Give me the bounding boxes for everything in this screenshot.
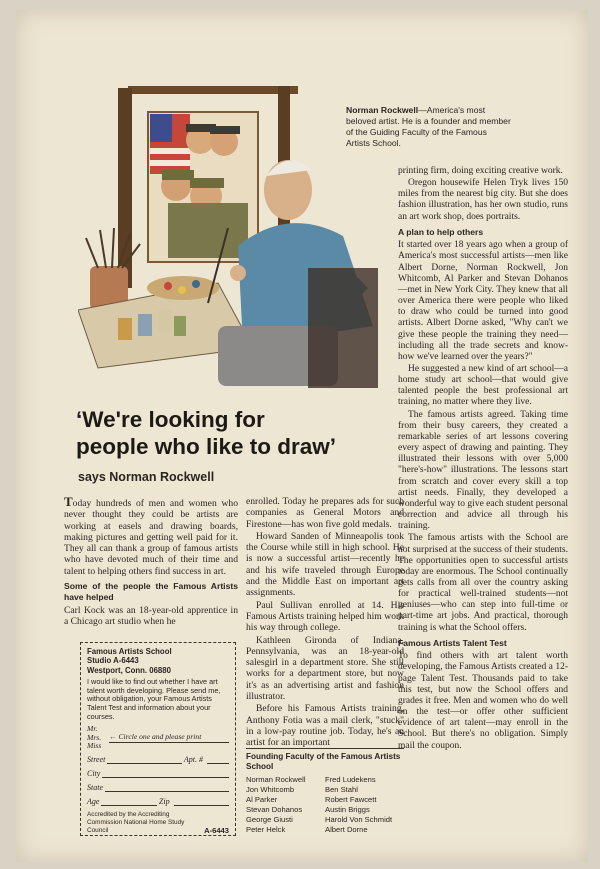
faculty-name: Stevan Dohanos <box>246 805 303 815</box>
paragraph-tryk: Oregon housewife Helen Tryk lives 150 miles from the nearest big city. But she does fashion illustration, has her own studio, runs an art work shop, does portraits. <box>398 178 568 222</box>
zip-label: Zip <box>158 797 170 807</box>
column-1 <box>64 496 238 629</box>
paragraph-success: The famous artists with the School are not surprised at the success of their students. The opportunities open to successful artists today are enormous. The School continually gets calls from all over the country asking for practical well-trained students—not geniuses—who can step into full-time or part-time art jobs. And practical, thorough training is what the School offers. <box>398 533 568 633</box>
illustration-caption <box>346 105 511 149</box>
faculty-title: Founding Faculty of the Famous Artists School <box>246 748 404 771</box>
mail-coupon[interactable] <box>80 642 236 836</box>
paragraph-history: It started over 18 years ago when a group of America's most successful artists—men like Albert Dorne, Norman Rockwell, Jon Whitcomb, Al Parker and Stevan Dohanos—met in New York City. They knew that all over America there were people who liked to draw who could be turned into good artists. Albert Dorne asked, "Why can't we give these people the training they need—including all the trade secrets and know-how we've learned over the years?" <box>398 240 568 362</box>
faculty-name: Ben Stahl <box>325 785 358 795</box>
faculty-name: Robert Fawcett <box>325 795 377 805</box>
age-zip-field[interactable] <box>87 792 229 806</box>
paragraph-gironda: Kathleen Gironda of Indiana, Pennsylvania, was an 18-year-old salesgirl in a department store. She still works for a department store, but now it's as an advertising artist and fashion illustrator. <box>246 634 404 703</box>
column-3 <box>398 166 568 753</box>
subhead-talent-test: Famous Artists Talent Test <box>398 637 507 648</box>
faculty-name: Harold Von Schmidt <box>325 815 393 825</box>
caption-name: Norman Rockwell <box>346 105 419 115</box>
magazine-page <box>16 10 588 862</box>
paragraph-agreed: The famous artists agreed. Taking time from their busy careers, they created a remarkable series of art lessons covering every aspect of drawing and painting. They illustrated their lessons with over 5,000 "here's-how" illustrations. The lessons start from scratch and cover every skill a top artist needs. Finally, they developed a wonderful way to give each student personal correction and advice all through his training. <box>398 409 568 532</box>
city-field[interactable] <box>87 764 229 778</box>
coupon-address <box>87 647 229 675</box>
carl-kock-paragraph: Carl Kock was an 18-year-old apprentice in a Chicago art studio when he <box>64 605 238 628</box>
headline-line-1: ‘We're looking for <box>76 407 265 432</box>
paragraph-suggested: He suggested a new kind of art school—a home study art school—that would give talented people the best professional art training, no matter where they live. <box>398 364 568 408</box>
title-select[interactable] <box>87 725 229 750</box>
age-label: Age <box>87 797 100 807</box>
headline-line-2: people who like to draw’ <box>76 434 337 459</box>
street-field[interactable] <box>87 750 229 764</box>
apt-label: Apt. # <box>183 755 203 765</box>
headline <box>76 406 416 460</box>
paragraph-sanden: Howard Sanden of Minneapolis took the Course while still in high school. He is now a successful artist—recently he and his wife traveled through Europe and the Middle East on important art assignments. <box>246 530 404 599</box>
drop-cap: T <box>64 494 73 509</box>
faculty-name: Fred Ludekens <box>325 775 376 785</box>
faculty-name: Norman Rockwell <box>246 775 306 785</box>
accreditation-text: Accredited by the Accrediting Commission National Home Study Council <box>87 811 185 834</box>
city-label: City <box>87 769 101 779</box>
title-mr[interactable]: Mr. <box>87 724 98 734</box>
paragraph-enrolled: enrolled. Today he prepares ads for such companies as General Motors and Firestone—has won five gold medals. <box>246 496 404 530</box>
title-mrs[interactable]: Mrs. <box>87 732 102 742</box>
faculty-name: Peter Helck <box>246 825 286 835</box>
faculty-names <box>246 775 404 835</box>
paragraph-printing-firm: printing firm, doing exciting creative work. <box>398 166 563 176</box>
subhead-plan: A plan to help others <box>398 226 484 237</box>
faculty-name: Jon Whitcomb <box>246 785 295 795</box>
coupon-code: A-6443 <box>204 825 229 835</box>
coupon-city: Westport, Conn. 06880 <box>87 665 171 675</box>
subhead-people-helped: Some of the people the Famous Artists have helped <box>64 581 238 602</box>
paragraph-sullivan: Paul Sullivan enrolled at 14. His Famous Artists training helped him work his way through college. <box>246 599 404 634</box>
faculty-name: George Giusti <box>246 815 293 825</box>
intro-text: oday hundreds of men and women who never thought they could be artists are working at easels and drawing boards, making pictures and getting well paid for it. They all can thank a group of famous artists who have devoted much of their time and talent to helping others find success in art. <box>64 498 238 577</box>
faculty-name: Albert Dorne <box>325 825 368 835</box>
paragraph-talent-test: To find others with art talent worth developing, the Famous Artists created a 12-page Talent Test. Thousands paid to take this test, but now the School offers and grades it free. Men and women who do well on the test—or offer other sufficient evidence of art talent—may enroll in the School. But there's no obligation. Simply mail the coupon. <box>398 651 568 751</box>
founding-faculty <box>246 748 404 835</box>
title-miss[interactable]: Miss <box>87 741 102 750</box>
caption-text: —America's most beloved artist. He is a founder and member of the Guiding Faculty of the Famous Artists School. <box>346 105 511 148</box>
state-label: State <box>87 783 103 793</box>
state-field[interactable] <box>87 778 229 792</box>
coupon-studio: Studio A-6443 <box>87 656 139 666</box>
column-2 <box>246 496 404 750</box>
accreditation <box>87 811 229 834</box>
street-label: Street <box>87 755 106 765</box>
circle-note: ← Circle one and please print <box>109 732 202 742</box>
coupon-school-name: Famous Artists School <box>87 647 172 656</box>
name-field[interactable] <box>109 725 229 742</box>
faculty-name: Austin Briggs <box>325 805 370 815</box>
intro-paragraph <box>64 496 238 577</box>
paragraph-fotia: Before his Famous Artists training, Anthony Fotia was a mail clerk, "stuck" in a low-pay routine job. Today, he's an artist for an important <box>246 703 404 749</box>
coupon-body: I would like to find out whether I have art talent worth developing. Please send me, without obligation, your Famous Artists Talent Test and information about your courses. <box>87 677 221 721</box>
byline: says Norman Rockwell <box>78 470 215 484</box>
faculty-name: Al Parker <box>246 795 278 805</box>
